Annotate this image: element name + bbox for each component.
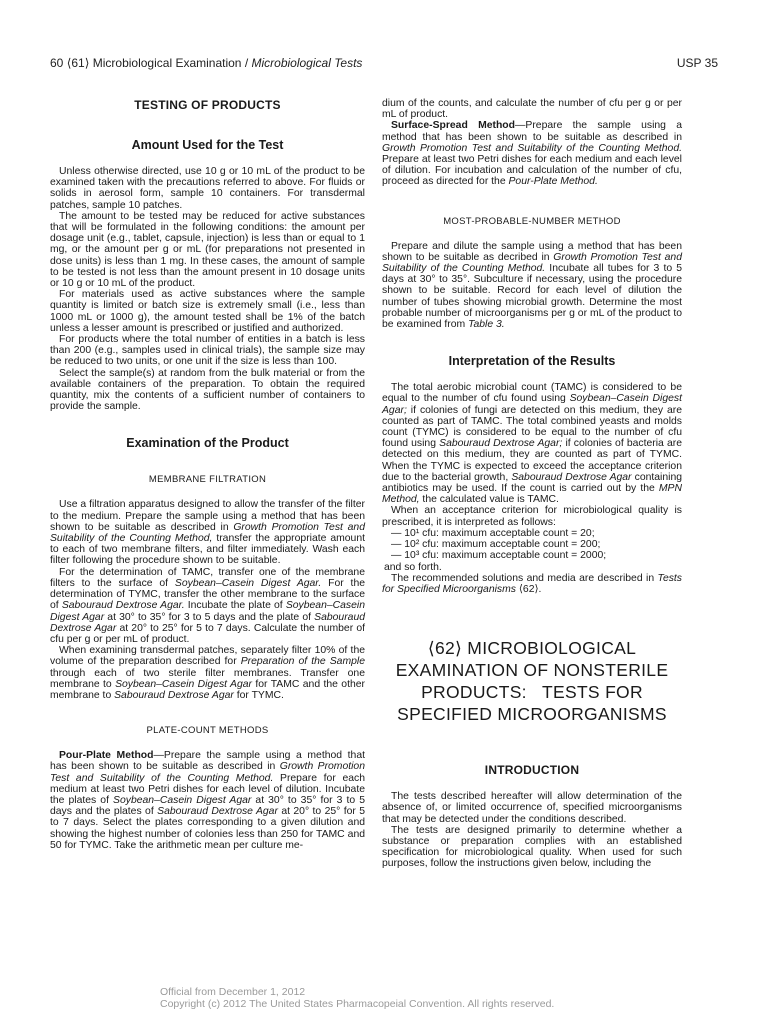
header-left <box>50 56 362 70</box>
introduction-heading: INTRODUCTION <box>484 763 580 778</box>
pour-plate-paragraph: Pour-Plate Method—Prepare the sample using a method that has been shown to be suitable as described in Growth Promotion Test and Suitability of the Counting Method. Prepare for each medium at least two Petri dishes for each level of dilution. Incubate the plates of Soybean–Casein Digest Agar at 30° to 35° for 3 to 5 days and the plates of Sabouraud Dextrose Agar at 20° to 25° for 5 to 7 days. Select the plates corresponding to a given dilution and showing the highest number of colonies less than 250 for TAMC and 50 for TYMC. Take the arithmetic mean per culture me- <box>50 750 366 851</box>
surface-spread-paragraph: Surface-Spread Method—Prepare the sample using a method that has been shown to be suitable as described in Growth Promotion Test and Suitability of the Counting Method. Prepare at least two Petri dishes for each medium and each level of dilution. For incubation and calculation of the number of cfu, proceed as directed for the Pour-Plate Method. <box>382 120 682 188</box>
chapter-title-line: EXAMINATION OF NONSTERILE <box>395 660 669 681</box>
footer-official-date: Official from December 1, 2012 <box>160 986 306 998</box>
header-chapter-ref-italic: Microbiological Tests <box>251 56 363 70</box>
left-column <box>50 96 365 851</box>
amount-paragraph: For materials used as active substances where the sample quantity is limited or batch size is extremely small (i.e., less than 1000 mL or 1000 g), the amount tested shall be 1% of the batch unless a lesser amount is prescribed or justified and authorized. <box>50 289 365 334</box>
membrane-paragraph: Use a filtration apparatus designed to allow the transfer of the filter to the medium. Prepare the sample using a method that has been shown to be suitable as described in Growth Promotion Test and Suitability of the Counting Method, transfer the appropriate amount to each of two membrane filters, and filter immediately. Wash each filter following the procedure shown to be suitable. <box>50 499 365 567</box>
page-number: 60 <box>50 56 64 70</box>
acceptance-list-item: — 10¹ cfu: maximum acceptable count = 20; <box>391 527 595 539</box>
amount-paragraph: The amount to be tested may be reduced for active substances that will be formulated in the following conditions: the amount per dosage unit (e.g., tablet, capsule, injection) is less than or equal to 1 mg, or the amount per g or mL (for preparations not presented in dose units) is less than 1 mg. In these cases, the amount of sample to be tested is not less than the amount present in 10 dosage units or 10 g or 10 mL of the product. <box>50 210 365 290</box>
membrane-paragraph: For the determination of TAMC, transfer one of the membrane filters to the surface of Soybean–Casein Digest Agar. For the determination of TYMC, transfer the other membrane to the surface of Sabouraud Dextrose Agar. Incubate the plate of Soybean–Casein Digest Agar at 30° to 35° for 3 to 5 days and the plate of Sabouraud Dextrose Agar at 20° to 25° for 5 to 7 days. Calculate the number of cfu per g or per mL of product. <box>50 566 366 645</box>
intro-paragraph: The tests described hereafter will allow determination of the absence of, or limited occurrence of, specified microorganisms that may be detected under the conditions described. <box>382 791 682 825</box>
amount-heading: Amount Used for the Test <box>131 138 284 152</box>
header-edition: USP 35 <box>676 56 718 70</box>
mpn-heading: MOST-PROBABLE-NUMBER METHOD <box>443 215 621 227</box>
membrane-paragraph: When examining transdermal patches, separately filter 10% of the volume of the preparation described for Preparation of the Sample through each of two sterile filter membranes. Transfer one membrane to Soybean–Casein Digest Agar for TAMC and the other membrane to Sabouraud Dextrose Agar for TYMC. <box>50 645 365 701</box>
acceptance-list-item: — 10³ cfu: maximum acceptable count = 2000; <box>391 550 607 562</box>
interpretation-paragraph: The total aerobic microbial count (TAMC) is considered to be equal to the number of cfu found using Soybean–Casein Digest Agar; if colonies of fungi are detected on this medium, they are counted as part of TAMC. The total combined yeasts and molds count (TYMC) is considered to be equal to the number of cfu found using Sabouraud Dextrose Agar; if colonies of bacteria are detected on this medium, they are counted as part of TYMC. When the TYMC is expected to exceed the acceptance criterion due to the bacterial growth, Sabouraud Dextrose Agar containing antibiotics may be used. If the count is carried out by the MPN Method, the calculated value is TAMC. <box>382 382 683 506</box>
interpretation-heading: Interpretation of the Results <box>448 354 616 369</box>
plate-heading: PLATE-COUNT METHODS <box>146 725 269 737</box>
mpn-paragraph: Prepare and dilute the sample using a method that has been shown to be suitable as decribed in Growth Promotion Test and Suitability of the Counting Method. Incubate all tubes for 3 to 5 days at 30° to 35°. Subculture if necessary, using the procedure shown to be suitable. Record for each level of dilution the number of tubes showing microbial growth. Determine the most probable number of microorganisms per g or mL of the product to be examined from Table 3. <box>382 240 683 331</box>
header-chapter-ref: ⟨61⟩ Microbiological Examination / <box>66 56 249 70</box>
testing-heading: TESTING OF PRODUCTS <box>134 98 281 112</box>
pour-plate-continued: dium of the counts, and calculate the number of cfu per g or per mL of product. <box>382 98 682 121</box>
exam-heading: Examination of the Product <box>126 436 289 451</box>
membrane-section <box>50 499 365 701</box>
chapter-title-line: PRODUCTS: TESTS FOR <box>421 682 643 703</box>
footer-copyright: Copyright (c) 2012 The United States Pharmacopeial Convention. All rights reserved. <box>160 998 555 1010</box>
recommended-paragraph: The recommended solutions and media are described in Tests for Specified Microorganisms ⟨62⟩. <box>382 572 682 595</box>
chapter-title-line: SPECIFIED MICROORGANISMS <box>397 704 667 725</box>
copyright-footer <box>160 986 554 1010</box>
intro-paragraph: The tests are designed primarily to determine whether a substance or preparation complies with an established specification for microbiological quality. When used for such purposes, follow the instructions given below, including the <box>382 824 682 870</box>
pour-plate-section <box>50 750 365 851</box>
amount-paragraph: Select the sample(s) at random from the bulk material or from the available containers of the preparation. To obtain the required quantity, mix the contents of a sufficient number of containers to provide the sample. <box>50 367 365 413</box>
right-column <box>382 96 682 870</box>
membrane-heading: MEMBRANE FILTRATION <box>148 474 267 486</box>
chapter-title-line: ⟨62⟩ MICROBIOLOGICAL <box>427 638 637 659</box>
and-so-forth: and so forth. <box>384 561 442 573</box>
acceptance-list-item: — 10² cfu: maximum acceptable count = 200; <box>391 539 601 551</box>
acceptance-paragraph: When an acceptance criterion for microbiological quality is prescribed, it is interpreted as follows: <box>382 505 682 528</box>
amount-section <box>50 166 365 412</box>
chapter-title <box>382 637 682 725</box>
amount-paragraph: Unless otherwise directed, use 10 g or 10 mL of the product to be examined taken with the precautions referred to above. For fluids or solids in aerosol form, sample 10 containers. For transdermal patches, sample 10 patches. <box>50 166 365 211</box>
amount-paragraph: For products where the total number of entities in a batch is less than 200 (e.g., samples used in clinical trials), the sample size may be reduced to two units, or one unit if the size is less than 100. <box>50 334 365 368</box>
